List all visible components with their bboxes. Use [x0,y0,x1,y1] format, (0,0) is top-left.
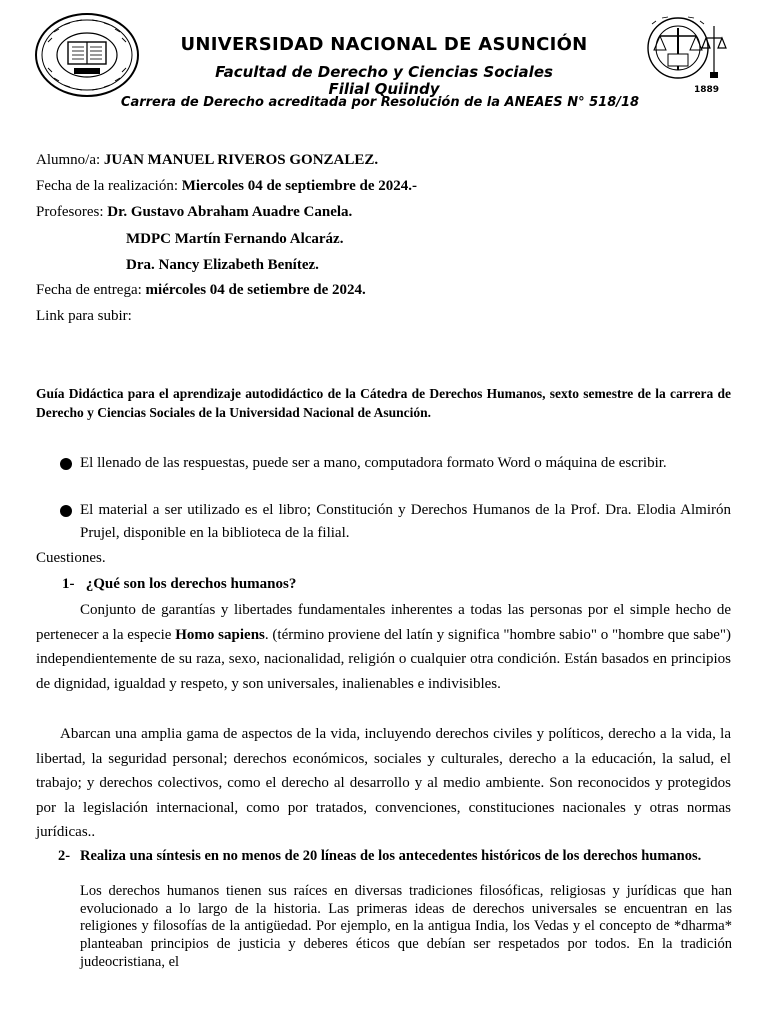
answer-1-text-a: Conjunto de garantías y libertades fundamentales inherentes a todas las personas por el simple hecho de pertenecer a la especie [36,602,731,643]
svg-text:1889: 1889 [694,85,720,95]
bullet-dot-icon [60,458,72,470]
professor-3-line [126,257,319,274]
questions-label: Cuestiones. [36,550,106,566]
professor-1: Dr. Gustavo Abraham Auadre Canela. [107,204,353,220]
bullet-text: El llenado de las respuestas, puede ser a mano, computadora formato Word o máquina de escribir. [80,455,667,471]
professors-line [36,204,352,221]
accreditation-line: Carrera de Derecho acreditada por Resolución de la ANEAES N° 518/18 [120,95,640,110]
answer-1-paragraph-1 [36,598,731,696]
branch-name: Filial Quiindy [328,80,440,98]
answer-1-text-b: . (término proviene del latín y significa "hombre sabio" o "hombre que sabe") independientemente de su raza, sexo, nacionalidad, religión o cualquier otra condición. Están basados en principios de dignidad, igualdad y respeto, y son universales, inalienables e indivisibles. [36,626,731,692]
student-line [36,152,378,169]
delivery-line [36,282,366,299]
question-2-text: Realiza una síntesis en no menos de 20 líneas de los antecedentes históricos de los derechos humanos. [80,848,702,864]
date-value: Miercoles 04 de septiembre de 2024.- [181,178,417,194]
guide-title: Guía Didáctica para el aprendizaje autodidáctico de la Cátedra de Derechos Humanos, sexto semestre de la carrera de Derecho y Ciencias Sociales de la Universidad Nacional de Asunción. [36,386,731,420]
professors-label: Profesores: [36,204,104,220]
delivery-label: Fecha de entrega: [36,282,142,298]
date-line [36,178,417,195]
professor-3: Dra. Nancy Elizabeth Benítez. [126,257,319,273]
student-name: JUAN MANUEL RIVEROS GONZALEZ. [103,152,379,168]
question-1 [62,576,296,593]
upload-link-label: Link para subir: [36,308,132,324]
answer-1-text-c: Abarcan una amplia gama de aspectos de la vida, incluyendo derechos civiles y políticos, derecho a la vida, la libertad, la seguridad personal; derechos económicos, sociales y culturales, derecho a la educación, la salud, el trabajo; y derechos colectivos, como el derecho al desarrollo y al medio ambiente. Son reconocidos y protegidos por la legislación internacional, como por tratados, convenciones, constituciones nacionales y otras normas jurídicas.. [36,726,731,840]
question-1-text: ¿Qué son los derechos humanos? [85,576,297,592]
answer-1-paragraph-2 [36,722,731,845]
delivery-value: miércoles 04 de setiembre de 2024. [145,282,366,298]
upload-link-line [36,308,132,325]
faculty-name: Facultad de Derecho y Ciencias Sociales [215,63,553,81]
university-name: UNIVERSIDAD NACIONAL DE ASUNCIÓN [180,34,588,55]
answer-1-bold-term: Homo sapiens [175,626,265,643]
question-2-number: 2- [58,848,71,864]
bullet-dot-icon [60,505,72,517]
answer-2-paragraph: Los derechos humanos tienen sus raíces en diversas tradiciones filosóficas, religiosas y jurídicas que han evolucionado a lo largo de la historia. Las primeras ideas de derechos universales se encuentran en las religiones y filosofías de la antigüedad. Por ejemplo, en la antigua India, los Vedas y el concepto de *dharma* planteaban principios de justicia y deberes éticos que debían ser respetados por todos. En la tradición judeocristiana, el [80,883,732,970]
professor-2-line [126,231,343,248]
professor-2: MDPC Martín Fernando Alcaráz. [126,231,344,247]
student-label: Alumno/a: [36,152,101,168]
question-1-number: 1- [62,576,75,592]
bullet-text: El material a ser utilizado es el libro; Constitución y Derechos Humanos de la Prof. Dra. Elodia Almirón Prujel, disponible en la biblioteca de la filial. [80,502,731,541]
date-label: Fecha de la realización: [36,178,179,194]
